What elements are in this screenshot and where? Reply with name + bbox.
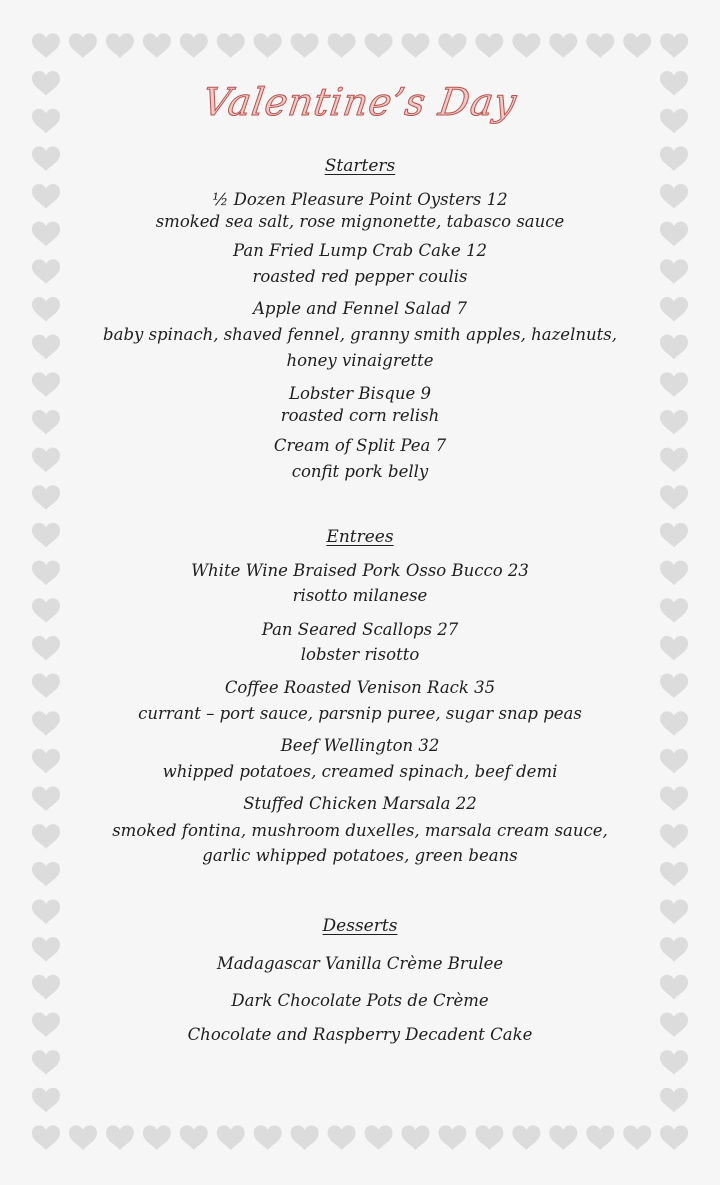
heart-icon	[512, 33, 540, 58]
menu-item-name: Apple and Fennel Salad 7	[252, 299, 467, 318]
heart-icon	[32, 1125, 60, 1150]
heart-icon	[660, 485, 688, 510]
menu-item-description: risotto milanese	[292, 586, 428, 605]
heart-icon	[660, 1088, 688, 1113]
heart-icon	[328, 33, 356, 58]
menu-item-name: Pan Seared Scallops 27	[261, 620, 459, 639]
heart-icon	[438, 33, 466, 58]
section-heading-entrees: Entrees	[326, 527, 394, 547]
heart-icon	[549, 1125, 577, 1150]
menu-item-name: Beef Wellington 32	[280, 736, 440, 755]
heart-icon	[586, 33, 614, 58]
heart-icon	[106, 1125, 134, 1150]
menu-item-description: currant – port sauce, parsnip puree, sugar snap peas	[138, 704, 582, 723]
menu-item-description: roasted corn relish	[280, 406, 440, 425]
menu-item-name: Pan Fried Lump Crab Cake 12	[233, 241, 487, 260]
menu-item-description: baby spinach, shaved fennel, granny smith apples, hazelnuts,	[103, 325, 617, 344]
menu-item-name: Dark Chocolate Pots de Crème	[231, 991, 489, 1010]
menu-item-name: Coffee Roasted Venison Rack 35	[224, 678, 496, 697]
menu-item-description: lobster risotto	[300, 645, 420, 664]
menu-item-description: roasted red pepper coulis	[252, 267, 468, 286]
menu-item-description: garlic whipped potatoes, green beans	[202, 846, 518, 865]
heart-icon	[365, 1125, 393, 1150]
menu-item-description: honey vinaigrette	[286, 351, 434, 370]
menu-item-description: whipped potatoes, creamed spinach, beef demi	[162, 762, 558, 781]
menu-item-name: Chocolate and Raspberry Decadent Cake	[187, 1025, 533, 1044]
heart-icon	[586, 1125, 614, 1150]
heart-icon	[32, 485, 60, 510]
heart-icon	[328, 1125, 356, 1150]
menu-item-name: White Wine Braised Pork Osso Bucco 23	[191, 561, 529, 580]
heart-icon	[143, 1125, 171, 1150]
menu-item-description: confit pork belly	[291, 462, 429, 481]
menu-item-description: smoked fontina, mushroom duxelles, marsala cream sauce,	[112, 821, 608, 840]
heart-icon	[32, 1088, 60, 1113]
menu-item-name: Lobster Bisque 9	[288, 384, 431, 403]
heart-icon	[512, 1125, 540, 1150]
heart-icon	[217, 33, 245, 58]
heart-icon	[106, 33, 134, 58]
heart-icon	[32, 33, 60, 58]
section-heading-starters: Starters	[324, 156, 396, 176]
heart-icon	[438, 1125, 466, 1150]
menu-item-name: Madagascar Vanilla Crème Brulee	[216, 954, 504, 973]
heart-icon	[69, 1125, 97, 1150]
heart-icon	[32, 1050, 60, 1075]
heart-icon	[660, 33, 688, 58]
section-heading-desserts: Desserts	[322, 916, 398, 936]
heart-icon	[660, 1125, 688, 1150]
menu-item-name: Stuffed Chicken Marsala 22	[243, 794, 477, 813]
heart-icon	[365, 33, 393, 58]
heart-icon	[402, 1125, 430, 1150]
heart-icon	[254, 1125, 282, 1150]
menu-item-name: Cream of Split Pea 7	[273, 436, 447, 455]
heart-icon	[180, 1125, 208, 1150]
menu-title: Valentine’s Day	[200, 80, 520, 124]
heart-icon	[660, 1050, 688, 1075]
heart-icon	[217, 1125, 245, 1150]
heart-icon	[291, 1125, 319, 1150]
heart-icon	[623, 1125, 651, 1150]
heart-icon	[254, 33, 282, 58]
heart-icon	[475, 1125, 503, 1150]
menu-item-name: ½ Dozen Pleasure Point Oysters 12	[212, 190, 508, 209]
heart-icon	[291, 33, 319, 58]
heart-icon	[69, 33, 97, 58]
menu-item-description: smoked sea salt, rose mignonette, tabasco sauce	[155, 212, 565, 231]
heart-icon	[143, 33, 171, 58]
heart-icon	[180, 33, 208, 58]
heart-icon	[402, 33, 430, 58]
heart-icon	[549, 33, 577, 58]
heart-icon	[623, 33, 651, 58]
heart-icon	[475, 33, 503, 58]
